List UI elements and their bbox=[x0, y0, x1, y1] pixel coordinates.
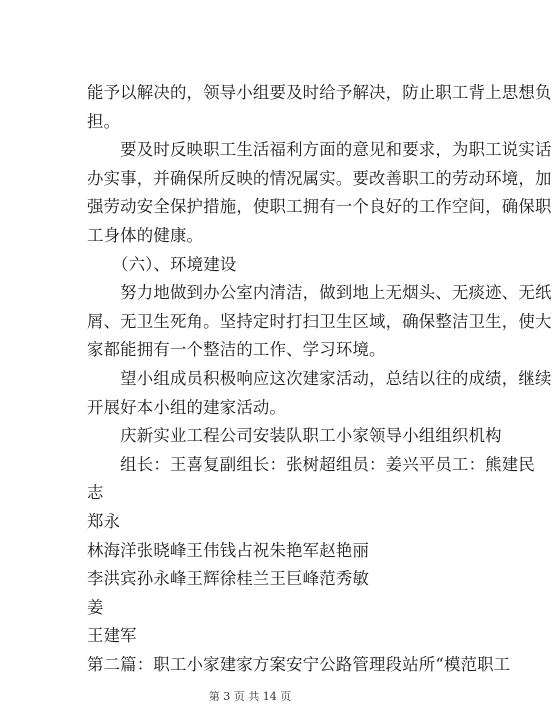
text-line: 屑、无卫生死角。坚持定时打扫卫生区域，确保整洁卫生，使大 bbox=[87, 311, 552, 331]
text-line: 要及时反映职工生活福利方面的意见和要求，为职工说实话 bbox=[87, 140, 552, 160]
text-line: 工身体的健康。 bbox=[87, 226, 204, 245]
text-line: 家都能拥有一个整洁的工作、学习环境。 bbox=[87, 340, 386, 360]
text-line: 李洪宾孙永峰王辉徐桂兰王巨峰范秀敏 bbox=[87, 569, 370, 589]
text-line: 志 bbox=[87, 483, 104, 503]
text-line: 强劳动安全保护措施，使职工拥有一个良好的工作空间，确保职 bbox=[87, 197, 552, 217]
text-line: 郑永 bbox=[87, 512, 121, 531]
section-heading: （六）、环境建设 bbox=[87, 254, 237, 274]
text-line: 组长：王喜复副组长：张树超组员：姜兴平员工：熊建民 bbox=[87, 454, 535, 474]
text-line: 能予以解决的，领导小组要及时给予解决，防止职工背上思想负 bbox=[87, 83, 552, 102]
text-line: 庆新实业工程公司安装队职工小家领导小组组织机构 bbox=[87, 426, 502, 446]
text-line: 王建军 bbox=[87, 626, 137, 646]
text-line: 担。 bbox=[87, 111, 121, 131]
text-line: 办实事，并确保所反映的情况属实。要改善职工的劳动环境，加 bbox=[87, 168, 552, 188]
text-line: 林海洋张晓峰王伟钱占祝朱艳军赵艳丽 bbox=[87, 540, 370, 560]
text-line: 望小组成员积极响应这次建家活动，总结以往的成绩，继续 bbox=[87, 369, 552, 388]
text-line: 姜 bbox=[87, 597, 104, 617]
text-line: 努力地做到办公室内清洁，做到地上无烟头、无痰迹、无纸 bbox=[87, 283, 552, 303]
page-footer: 第 3 页 共 14 页 bbox=[208, 689, 292, 703]
text-line: 第二篇：职工小家建家方案安宁公路管理段站所“模范职工 bbox=[87, 655, 511, 674]
text-line: 开展好本小组的建家活动。 bbox=[87, 397, 287, 417]
